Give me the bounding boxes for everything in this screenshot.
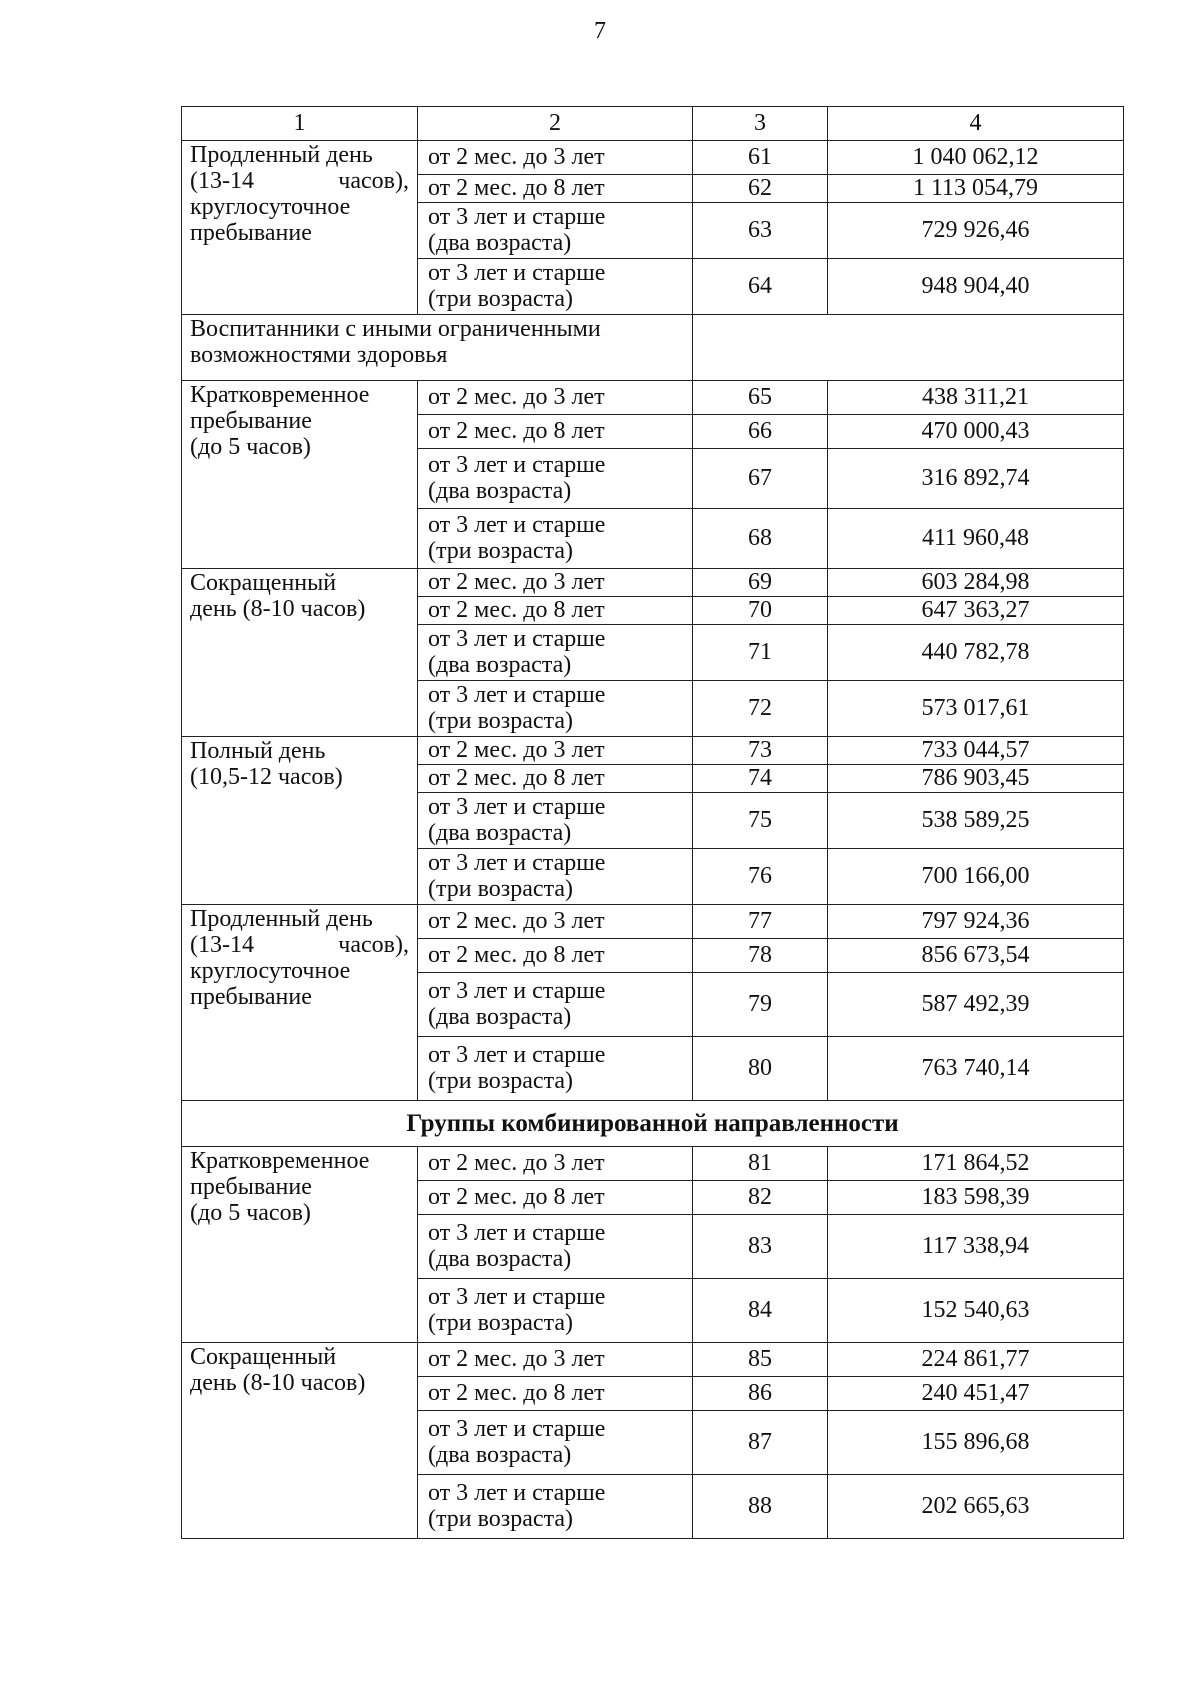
mode-label <box>182 905 418 1101</box>
row-number: 76 <box>693 849 828 905</box>
row-number: 77 <box>693 905 828 939</box>
age-group-line: (два возраста) <box>428 477 572 504</box>
row-number: 75 <box>693 793 828 849</box>
mode-label <box>182 1343 418 1539</box>
age-group <box>418 765 693 793</box>
table-body <box>182 107 1124 1539</box>
cost-value: 856 673,54 <box>828 939 1124 973</box>
age-group <box>418 1377 693 1411</box>
mode-label-line: пребывание <box>190 983 312 1010</box>
cost-value: 587 492,39 <box>828 973 1124 1037</box>
cost-value: 240 451,47 <box>828 1377 1124 1411</box>
header-row <box>182 107 1124 141</box>
age-group-line: (три возраста) <box>428 1067 573 1094</box>
subsection-row <box>182 315 1124 381</box>
mode-label-line: Кратковременное <box>190 382 370 408</box>
age-group-line: от 2 мес. до 3 лет <box>428 1345 605 1372</box>
row-number: 73 <box>693 737 828 765</box>
age-group-line: (два возраста) <box>428 819 572 846</box>
age-group-line: (два возраста) <box>428 1003 572 1030</box>
age-group <box>418 793 693 849</box>
cost-value: 202 665,63 <box>828 1475 1124 1539</box>
cost-value: 948 904,40 <box>828 259 1124 315</box>
row-number: 78 <box>693 939 828 973</box>
age-group-line: от 3 лет и старше <box>428 681 606 708</box>
row-number: 72 <box>693 681 828 737</box>
age-group <box>418 849 693 905</box>
cost-value: 700 166,00 <box>828 849 1124 905</box>
mode-label-line: пребывание <box>190 1173 312 1200</box>
age-group-line: от 3 лет и старше <box>428 977 606 1004</box>
mode-label <box>182 141 418 315</box>
mode-label-line: (до 5 часов) <box>190 433 311 460</box>
cost-value: 647 363,27 <box>828 597 1124 625</box>
age-group <box>418 1475 693 1539</box>
age-group-line: от 2 мес. до 8 лет <box>428 941 605 968</box>
cost-value: 729 926,46 <box>828 203 1124 259</box>
age-group <box>418 625 693 681</box>
header-col-1: 1 <box>182 107 418 141</box>
mode-label-line: (13-14 часов), <box>190 167 409 194</box>
mode-label <box>182 381 418 569</box>
cost-value: 171 864,52 <box>828 1147 1124 1181</box>
mode-label-line: Полный день <box>190 738 326 764</box>
age-group-line: от 2 мес. до 3 лет <box>428 736 605 763</box>
mode-label-line: Продленный день <box>190 142 373 168</box>
mode-label-line: день (8-10 часов) <box>190 595 366 622</box>
age-group <box>418 737 693 765</box>
age-group-line: от 3 лет и старше <box>428 793 606 820</box>
cost-value: 316 892,74 <box>828 449 1124 509</box>
cost-value: 411 960,48 <box>828 509 1124 569</box>
age-group-line: от 2 мес. до 3 лет <box>428 383 605 410</box>
table-row <box>182 141 1124 175</box>
mode-label-line: Кратковременное <box>190 1148 370 1174</box>
age-group <box>418 1037 693 1101</box>
empty-cell <box>693 315 1124 381</box>
page-number: 7 <box>594 18 606 44</box>
table-row <box>182 905 1124 939</box>
row-number: 63 <box>693 203 828 259</box>
mode-label-line: круглосуточное <box>190 957 351 984</box>
cost-value: 763 740,14 <box>828 1037 1124 1101</box>
table-row <box>182 381 1124 415</box>
table-row <box>182 737 1124 765</box>
age-group-line: (три возраста) <box>428 1505 573 1532</box>
mode-label-line: круглосуточное <box>190 193 351 220</box>
mode-label <box>182 737 418 905</box>
subsection-title: Воспитанники с иными ограниченными возможностями здоровья <box>182 315 693 381</box>
age-group <box>418 1343 693 1377</box>
age-group <box>418 973 693 1037</box>
age-group-line: от 3 лет и старше <box>428 203 606 230</box>
row-number: 68 <box>693 509 828 569</box>
cost-value: 733 044,57 <box>828 737 1124 765</box>
age-group-line: от 3 лет и старше <box>428 451 606 478</box>
age-group-line: от 2 мес. до 8 лет <box>428 1379 605 1406</box>
row-number: 61 <box>693 141 828 175</box>
age-group <box>418 1411 693 1475</box>
age-group <box>418 681 693 737</box>
age-group-line: от 2 мес. до 8 лет <box>428 417 605 444</box>
age-group <box>418 203 693 259</box>
cost-value: 440 782,78 <box>828 625 1124 681</box>
cost-value: 603 284,98 <box>828 569 1124 597</box>
section-title: Группы комбинированной направленности <box>182 1101 1124 1147</box>
age-group-line: от 2 мес. до 8 лет <box>428 1183 605 1210</box>
table-row <box>182 569 1124 597</box>
age-group-line: от 3 лет и старше <box>428 1219 606 1246</box>
cost-value: 438 311,21 <box>828 381 1124 415</box>
row-number: 88 <box>693 1475 828 1539</box>
cost-value: 1 113 054,79 <box>828 175 1124 203</box>
mode-label-line: пребывание <box>190 407 312 434</box>
table-row <box>182 1343 1124 1377</box>
age-group <box>418 175 693 203</box>
row-number: 70 <box>693 597 828 625</box>
cost-value: 573 017,61 <box>828 681 1124 737</box>
age-group-line: от 3 лет и старше <box>428 1283 606 1310</box>
row-number: 62 <box>693 175 828 203</box>
age-group-line: (два возраста) <box>428 1441 572 1468</box>
age-group-line: от 3 лет и старше <box>428 511 606 538</box>
mode-label-line: пребывание <box>190 219 312 246</box>
row-number: 64 <box>693 259 828 315</box>
age-group-line: от 2 мес. до 3 лет <box>428 568 605 595</box>
cost-value: 117 338,94 <box>828 1215 1124 1279</box>
age-group-line: (два возраста) <box>428 651 572 678</box>
age-group-line: (три возраста) <box>428 875 573 902</box>
age-group-line: от 3 лет и старше <box>428 259 606 286</box>
row-number: 71 <box>693 625 828 681</box>
header-col-2: 2 <box>418 107 693 141</box>
age-group-line: от 2 мес. до 8 лет <box>428 764 605 791</box>
cost-value: 797 924,36 <box>828 905 1124 939</box>
row-number: 83 <box>693 1215 828 1279</box>
age-group <box>418 905 693 939</box>
header-col-3: 3 <box>693 107 828 141</box>
mode-label-line: Продленный день <box>190 906 373 932</box>
age-group-line: (два возраста) <box>428 229 572 256</box>
row-number: 74 <box>693 765 828 793</box>
cost-value: 155 896,68 <box>828 1411 1124 1475</box>
age-group-line: от 2 мес. до 3 лет <box>428 1149 605 1176</box>
age-group <box>418 1147 693 1181</box>
mode-label <box>182 1147 418 1343</box>
row-number: 82 <box>693 1181 828 1215</box>
row-number: 67 <box>693 449 828 509</box>
row-number: 81 <box>693 1147 828 1181</box>
row-number: 85 <box>693 1343 828 1377</box>
age-group-line: от 3 лет и старше <box>428 1415 606 1442</box>
age-group-line: (три возраста) <box>428 707 573 734</box>
mode-label-line: (10,5-12 часов) <box>190 763 343 790</box>
row-number: 66 <box>693 415 828 449</box>
row-number: 79 <box>693 973 828 1037</box>
age-group-line: от 2 мес. до 8 лет <box>428 174 605 201</box>
mode-label-line: Сокращенный <box>190 1344 337 1370</box>
age-group <box>418 939 693 973</box>
age-group <box>418 1279 693 1343</box>
row-number: 69 <box>693 569 828 597</box>
tariff-table <box>181 106 1124 1539</box>
header-col-4: 4 <box>828 107 1124 141</box>
cost-value: 1 040 062,12 <box>828 141 1124 175</box>
age-group <box>418 509 693 569</box>
age-group-line: от 3 лет и старше <box>428 849 606 876</box>
age-group-line: от 3 лет и старше <box>428 625 606 652</box>
cost-value: 538 589,25 <box>828 793 1124 849</box>
row-number: 86 <box>693 1377 828 1411</box>
age-group <box>418 569 693 597</box>
age-group <box>418 449 693 509</box>
age-group-line: (два возраста) <box>428 1245 572 1272</box>
age-group-line: от 2 мес. до 3 лет <box>428 907 605 934</box>
cost-value: 470 000,43 <box>828 415 1124 449</box>
mode-label-line: день (8-10 часов) <box>190 1369 366 1396</box>
age-group-line: (три возраста) <box>428 1309 573 1336</box>
cost-value: 152 540,63 <box>828 1279 1124 1343</box>
table-row <box>182 1147 1124 1181</box>
mode-label-line: Сокращенный <box>190 570 337 596</box>
age-group-line: (три возраста) <box>428 285 573 312</box>
age-group <box>418 415 693 449</box>
cost-value: 224 861,77 <box>828 1343 1124 1377</box>
cost-value: 786 903,45 <box>828 765 1124 793</box>
mode-label-line: (до 5 часов) <box>190 1199 311 1226</box>
age-group-line: от 3 лет и старше <box>428 1041 606 1068</box>
age-group-line: (три возраста) <box>428 537 573 564</box>
age-group <box>418 597 693 625</box>
age-group <box>418 259 693 315</box>
row-number: 87 <box>693 1411 828 1475</box>
age-group <box>418 141 693 175</box>
row-number: 80 <box>693 1037 828 1101</box>
row-number: 65 <box>693 381 828 415</box>
age-group-line: от 3 лет и старше <box>428 1479 606 1506</box>
mode-label <box>182 569 418 737</box>
age-group <box>418 1215 693 1279</box>
age-group-line: от 2 мес. до 8 лет <box>428 596 605 623</box>
cost-value: 183 598,39 <box>828 1181 1124 1215</box>
mode-label-line: (13-14 часов), <box>190 931 409 958</box>
age-group <box>418 381 693 415</box>
row-number: 84 <box>693 1279 828 1343</box>
age-group <box>418 1181 693 1215</box>
age-group-line: от 2 мес. до 3 лет <box>428 143 605 170</box>
section-row <box>182 1101 1124 1147</box>
